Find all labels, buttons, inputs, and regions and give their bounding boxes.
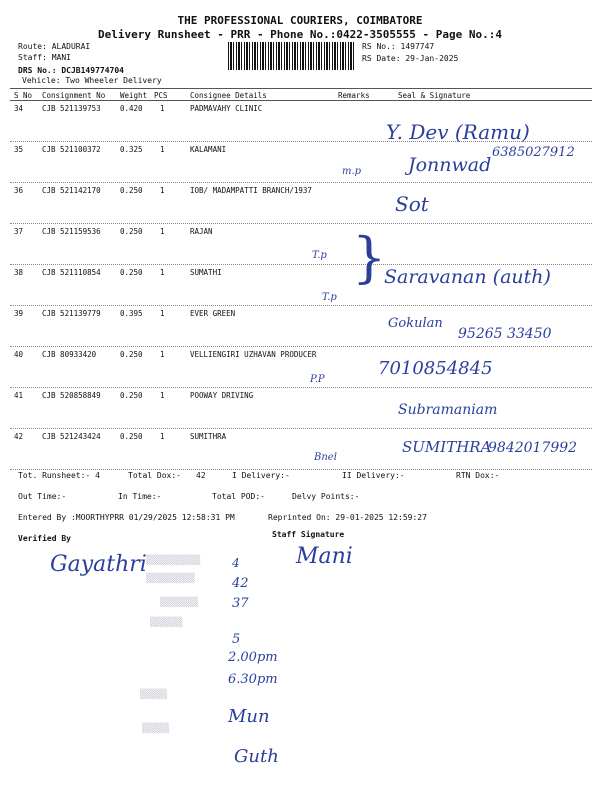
stamp-faint-3: ▒▒▒▒▒▒▒	[160, 598, 198, 608]
cell-cons: CJB 521100372	[42, 145, 101, 154]
rs-date: RS Date: 29-Jan-2025	[362, 54, 459, 63]
cell-weight: 0.420	[120, 104, 143, 113]
col-weight: Weight	[120, 91, 148, 100]
company-title: THE PROFESSIONAL COURIERS, COIMBATORE	[177, 14, 423, 27]
total-dox-value: 42	[196, 471, 206, 480]
signature-41: Subramaniam	[398, 402, 498, 418]
cell-cons: CJB 80933420	[42, 350, 97, 359]
cell-sno: 42	[14, 432, 24, 441]
stamp-faint-6: ▒▒▒▒▒	[142, 724, 170, 734]
cell-sno: 34	[14, 104, 24, 113]
staff-signature-label: Staff Signature	[272, 530, 345, 539]
verified-signature: Gayathri	[50, 552, 147, 577]
cell-weight: 0.250	[120, 432, 143, 441]
cell-name: POOWAY DRIVING	[190, 391, 254, 400]
brace-mark: }	[352, 226, 387, 289]
col-sno: S No	[14, 91, 33, 100]
remark-38: T.p	[322, 292, 337, 303]
vehicle-label: Vehicle: Two Wheeler Delivery	[22, 76, 162, 85]
cell-pcs: 1	[160, 145, 165, 154]
cell-pcs: 1	[160, 391, 165, 400]
remark-42: Bnel	[314, 452, 337, 463]
cell-sno: 41	[14, 391, 24, 400]
table-row	[0, 224, 600, 265]
cell-sno: 37	[14, 227, 24, 236]
cell-cons: CJB 521243424	[42, 432, 101, 441]
drs-label: DRS No.: DCJB149774704	[18, 66, 124, 75]
col-consignee: Consignee Details	[190, 91, 267, 100]
i-delivery: I Delivery:-	[232, 471, 290, 480]
stamp-out-time: 2.00pm	[228, 650, 278, 665]
cell-name: EVER GREEN	[190, 309, 236, 318]
cell-cons: CJB 520858849	[42, 391, 101, 400]
signature-39: Gokulan	[388, 316, 443, 331]
cell-cons: CJB 521159536	[42, 227, 101, 236]
cell-weight: 0.325	[120, 145, 143, 154]
staff-label: Staff: MANI	[18, 53, 71, 62]
route-label: Route: ALADURAI	[18, 42, 91, 51]
cell-pcs: 1	[160, 227, 165, 236]
handwritten-phone-35: 6385027912	[492, 145, 575, 160]
stamp-faint-5: ▒▒▒▒▒	[140, 690, 168, 700]
table-row	[0, 183, 600, 224]
cell-weight: 0.250	[120, 227, 143, 236]
total-pod: Total POD:-	[212, 492, 265, 501]
cell-name: KALAMANI	[190, 145, 227, 154]
total-dox-label: Total Dox:-	[128, 471, 181, 480]
total-runsheet: Tot. Runsheet:- 4	[18, 471, 100, 480]
staff-signature: Mani	[296, 544, 353, 569]
cell-weight: 0.395	[120, 309, 143, 318]
cell-sno: 35	[14, 145, 24, 154]
cell-sno: 38	[14, 268, 24, 277]
signature-38: Saravanan (auth)	[384, 266, 551, 288]
cell-weight: 0.250	[120, 268, 143, 277]
cell-name: RAJAN	[190, 227, 213, 236]
verified-by: Verified By	[18, 534, 71, 543]
reprinted-on: Reprinted On: 29-01-2025 12:59:27	[268, 513, 427, 522]
cell-cons: CJB 521139753	[42, 104, 101, 113]
col-seal-signature: Seal & Signature	[398, 91, 471, 100]
signature-35: Jonnwad	[408, 154, 492, 176]
out-time: Out Time:-	[18, 492, 67, 501]
col-pcs: PCS	[154, 91, 168, 100]
cell-pcs: 1	[160, 432, 165, 441]
runsheet-subtitle: Delivery Runsheet - PRR - Phone No.:0422-3505555 - Page No.:4	[98, 28, 502, 41]
delivery-points: Delvy Points:-	[292, 492, 360, 501]
stamp-faint-1: ▒▒▒▒▒▒▒▒▒▒	[146, 556, 201, 566]
stamp-faint-4: ▒▒▒▒▒▒	[150, 618, 183, 628]
cell-name: SUMATHI	[190, 268, 222, 277]
stamp-in-time: 6.30pm	[228, 672, 278, 687]
handwritten-phone-39: 95265 33450	[458, 326, 552, 342]
col-remarks: Remarks	[338, 91, 370, 100]
cell-name: VELLIENGIRI UZHAVAN PRODUCER	[190, 350, 317, 359]
remark-40: P.P	[310, 374, 325, 385]
cell-cons: CJB 521139779	[42, 309, 101, 318]
col-consignment: Consignment No	[42, 91, 106, 100]
cell-pcs: 1	[160, 268, 165, 277]
signature-42-name: SUMITHRA	[402, 438, 492, 456]
table-row	[0, 347, 600, 388]
cell-cons: CJB 521142170	[42, 186, 101, 195]
cell-name: IOB/ MADAMPATTI BRANCH/1937	[190, 186, 312, 195]
cell-name: SUMITHRA	[190, 432, 227, 441]
cell-pcs: 1	[160, 186, 165, 195]
remark-35: m.p	[342, 166, 362, 177]
barcode	[228, 42, 356, 70]
stamp-total-runsheet: 4	[232, 556, 240, 570]
cell-sno: 36	[14, 186, 24, 195]
rs-number: RS No.: 1497747	[362, 42, 435, 51]
stamp-signature-2: Guth	[234, 746, 279, 767]
stamp-signature-1: Mun	[228, 706, 270, 727]
table-row	[0, 388, 600, 429]
cell-pcs: 1	[160, 104, 165, 113]
signature-42-phone: 9842017992	[488, 440, 578, 456]
cell-name: PADMAVAHY CLINIC	[190, 104, 263, 113]
stamp-delivered: 37	[232, 596, 249, 611]
cell-cons: CJB 521110854	[42, 268, 101, 277]
cell-sno: 39	[14, 309, 24, 318]
cell-weight: 0.250	[120, 391, 143, 400]
signature-40: 7010854845	[378, 358, 493, 379]
signature-36: Sot	[395, 192, 429, 216]
in-time: In Time:-	[118, 492, 162, 501]
cell-weight: 0.250	[120, 186, 143, 195]
rtn-dox: RTN Dox:-	[456, 471, 500, 480]
cell-weight: 0.250	[120, 350, 143, 359]
ii-delivery: II Delivery:-	[342, 471, 405, 480]
entered-by: Entered By :MOORTHYPRR 01/29/2025 12:58:31 PM	[18, 513, 235, 522]
stamp-faint-2: ▒▒▒▒▒▒▒▒▒	[146, 574, 195, 584]
stamp-pod: 5	[232, 632, 241, 647]
cell-pcs: 1	[160, 350, 165, 359]
cell-sno: 40	[14, 350, 24, 359]
remark-37: T.p	[312, 250, 327, 261]
cell-pcs: 1	[160, 309, 165, 318]
signature-34: Y. Dev (Ramu)	[386, 120, 530, 144]
stamp-total-dox: 42	[232, 576, 249, 591]
